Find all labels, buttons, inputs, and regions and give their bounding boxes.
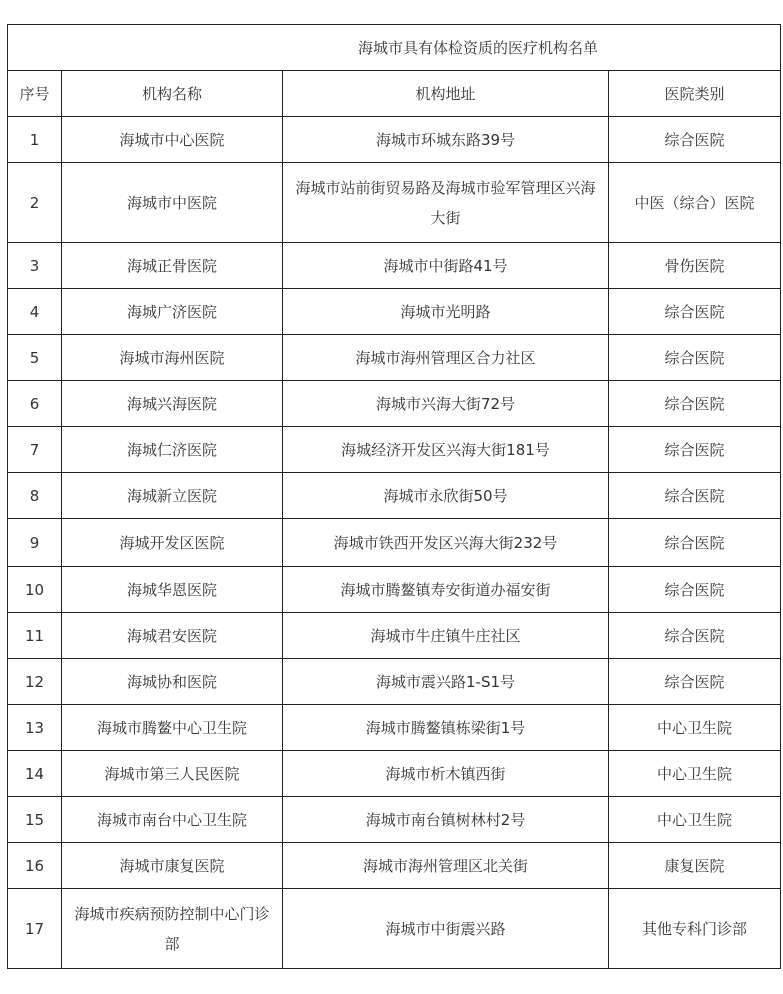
hospital-category: 中心卫生院 [609, 751, 781, 797]
header-address: 机构地址 [283, 71, 609, 117]
institution-address: 海城市中街震兴路 [283, 889, 609, 969]
row-index: 7 [8, 427, 62, 473]
institution-address: 海城市环城东路39号 [283, 117, 609, 163]
institution-address: 海城市中街路41号 [283, 243, 609, 289]
table-row [8, 613, 781, 659]
institution-address: 海城市海州管理区北关街 [283, 843, 609, 889]
header-name: 机构名称 [62, 71, 283, 117]
institution-name: 海城市疾病预防控制中心门诊部 [62, 889, 283, 969]
institution-name: 海城华恩医院 [62, 567, 283, 613]
institution-address: 海城市牛庄镇牛庄社区 [283, 613, 609, 659]
institution-name: 海城市第三人民医院 [62, 751, 283, 797]
institution-address: 海城市永欣街50号 [283, 473, 609, 519]
institution-address: 海城市腾鳌镇寿安街道办福安街 [283, 567, 609, 613]
hospital-category: 综合医院 [609, 289, 781, 335]
hospital-category: 综合医院 [609, 335, 781, 381]
header-category: 医院类别 [609, 71, 781, 117]
table-row [8, 519, 781, 567]
row-index: 9 [8, 519, 62, 567]
table-row [8, 473, 781, 519]
institution-name: 海城新立医院 [62, 473, 283, 519]
table-row [8, 751, 781, 797]
table-row [8, 843, 781, 889]
table-row [8, 381, 781, 427]
row-index: 3 [8, 243, 62, 289]
hospital-category: 中心卫生院 [609, 705, 781, 751]
institution-address: 海城市南台镇树林村2号 [283, 797, 609, 843]
row-index: 6 [8, 381, 62, 427]
hospital-category: 其他专科门诊部 [609, 889, 781, 969]
institution-name: 海城市中医院 [62, 163, 283, 243]
institution-name: 海城君安医院 [62, 613, 283, 659]
table-row [8, 117, 781, 163]
row-index: 14 [8, 751, 62, 797]
institution-address: 海城市站前街贸易路及海城市验军管理区兴海大街 [283, 163, 609, 243]
institution-name: 海城兴海医院 [62, 381, 283, 427]
institution-address: 海城市析木镇西街 [283, 751, 609, 797]
hospital-category: 综合医院 [609, 613, 781, 659]
institution-name: 海城正骨医院 [62, 243, 283, 289]
institution-address: 海城市腾鳌镇栋梁街1号 [283, 705, 609, 751]
institution-name: 海城市腾鳌中心卫生院 [62, 705, 283, 751]
row-index: 13 [8, 705, 62, 751]
row-index: 2 [8, 163, 62, 243]
table-row [8, 243, 781, 289]
institution-name: 海城开发区医院 [62, 519, 283, 567]
row-index: 12 [8, 659, 62, 705]
table-title: 海城市具有体检资质的医疗机构名单 [8, 25, 781, 71]
hospital-category: 综合医院 [609, 427, 781, 473]
institution-address: 海城市兴海大街72号 [283, 381, 609, 427]
hospital-category: 综合医院 [609, 659, 781, 705]
institution-address: 海城市海州管理区合力社区 [283, 335, 609, 381]
table-row [8, 659, 781, 705]
table-row [8, 797, 781, 843]
header-index: 序号 [8, 71, 62, 117]
table-row [8, 889, 781, 969]
row-index: 8 [8, 473, 62, 519]
institution-name: 海城市海州医院 [62, 335, 283, 381]
institution-name: 海城广济医院 [62, 289, 283, 335]
hospital-category: 康复医院 [609, 843, 781, 889]
hospital-category: 综合医院 [609, 117, 781, 163]
hospital-category: 综合医院 [609, 381, 781, 427]
hospital-category: 综合医院 [609, 473, 781, 519]
row-index: 4 [8, 289, 62, 335]
institution-name: 海城市中心医院 [62, 117, 283, 163]
row-index: 17 [8, 889, 62, 969]
table-row [8, 427, 781, 473]
institution-address: 海城市震兴路1-S1号 [283, 659, 609, 705]
row-index: 16 [8, 843, 62, 889]
table-row [8, 567, 781, 613]
institution-address: 海城经济开发区兴海大街181号 [283, 427, 609, 473]
row-index: 5 [8, 335, 62, 381]
institution-address: 海城市铁西开发区兴海大街232号 [283, 519, 609, 567]
hospital-category: 综合医院 [609, 519, 781, 567]
hospital-category: 骨伤医院 [609, 243, 781, 289]
row-index: 10 [8, 567, 62, 613]
medical-institutions-table [7, 24, 781, 969]
table-row [8, 335, 781, 381]
row-index: 15 [8, 797, 62, 843]
table-row [8, 705, 781, 751]
row-index: 11 [8, 613, 62, 659]
institution-name: 海城仁济医院 [62, 427, 283, 473]
hospital-category: 综合医院 [609, 567, 781, 613]
hospital-category: 中医（综合）医院 [609, 163, 781, 243]
table-row [8, 289, 781, 335]
header-row [8, 71, 781, 117]
table-row [8, 163, 781, 243]
row-index: 1 [8, 117, 62, 163]
hospital-category: 中心卫生院 [609, 797, 781, 843]
institution-name: 海城协和医院 [62, 659, 283, 705]
institution-name: 海城市康复医院 [62, 843, 283, 889]
title-row [8, 25, 781, 71]
institution-address: 海城市光明路 [283, 289, 609, 335]
institution-name: 海城市南台中心卫生院 [62, 797, 283, 843]
